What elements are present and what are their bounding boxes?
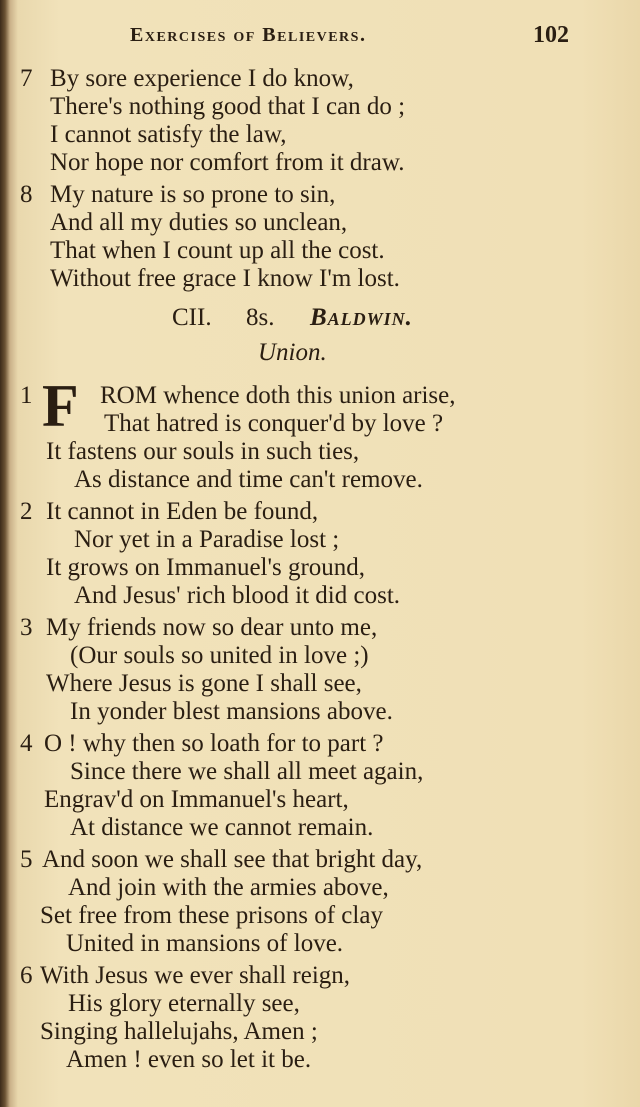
stanza-number: 5 (20, 846, 33, 873)
verse-line: It fastens our souls in such ties, (46, 438, 360, 465)
verse-line: At distance we cannot remain. (70, 814, 374, 841)
verse-line: ROM whence doth this union arise, (100, 382, 456, 409)
verse-line: (Our souls so united in love ;) (70, 642, 369, 669)
verse-line: That hatred is conquer'd by love ? (104, 410, 444, 437)
verse-line: And soon we shall see that bright day, (42, 846, 423, 873)
verse-line: And Jesus' rich blood it did cost. (74, 582, 401, 609)
page-number: 102 (533, 22, 569, 48)
stanza-number: 3 (20, 614, 33, 641)
verse-line: As distance and time can't remove. (74, 466, 423, 493)
stanza-number: 8 (20, 181, 33, 208)
verse-line: Amen ! even so let it be. (66, 1046, 312, 1073)
verse-line: Where Jesus is gone I shall see, (46, 670, 362, 697)
verse-line: United in mansions of love. (66, 930, 344, 957)
verse-line: Nor hope nor comfort from it draw. (50, 149, 405, 176)
verse-line: And all my duties so unclean, (50, 209, 348, 236)
verse-line: It grows on Immanuel's ground, (46, 554, 366, 581)
verse-line: Set free from these prisons of clay (40, 902, 383, 929)
stanza-number: 6 (20, 962, 33, 989)
running-head: Exercises of Believers. (130, 24, 367, 46)
verse-line: His glory eternally see, (68, 990, 300, 1017)
verse-line: And join with the armies above, (68, 874, 389, 901)
drop-cap: F (42, 373, 79, 439)
hymn-number: CII. (172, 304, 212, 331)
verse-line: My friends now so dear unto me, (46, 614, 378, 641)
stanza-number: 1 (20, 382, 33, 409)
hymn-heading (0, 304, 640, 334)
verse-line: That when I count up all the cost. (50, 237, 385, 264)
verse-line: By sore experience I do know, (50, 65, 354, 92)
stanza-number: 2 (20, 498, 33, 525)
verse-line: Since there we shall all meet again, (70, 758, 424, 785)
verse-line: It cannot in Eden be found, (46, 498, 319, 525)
hymn-tune: Baldwin. (310, 304, 413, 331)
verse-line: Nor yet in a Paradise lost ; (74, 526, 340, 553)
verse-line: Without free grace I know I'm lost. (50, 265, 400, 292)
verse-line: In yonder blest mansions above. (70, 698, 393, 725)
verse-line: Singing hallelujahs, Amen ; (40, 1018, 318, 1045)
verse-line: My nature is so prone to sin, (50, 181, 336, 208)
verse-line: With Jesus we ever shall reign, (40, 962, 351, 989)
stanza-number: 7 (20, 65, 33, 92)
verse-line: Engrav'd on Immanuel's heart, (44, 786, 349, 813)
hymn-meter: 8s. (246, 304, 275, 331)
hymn-subject: Union. (258, 339, 327, 366)
page-header (0, 22, 640, 52)
verse-line: I cannot satisfy the law, (50, 121, 287, 148)
verse-line: O ! why then so loath for to part ? (44, 730, 384, 757)
verse-line: There's nothing good that I can do ; (50, 93, 406, 120)
stanza-number: 4 (20, 730, 33, 757)
